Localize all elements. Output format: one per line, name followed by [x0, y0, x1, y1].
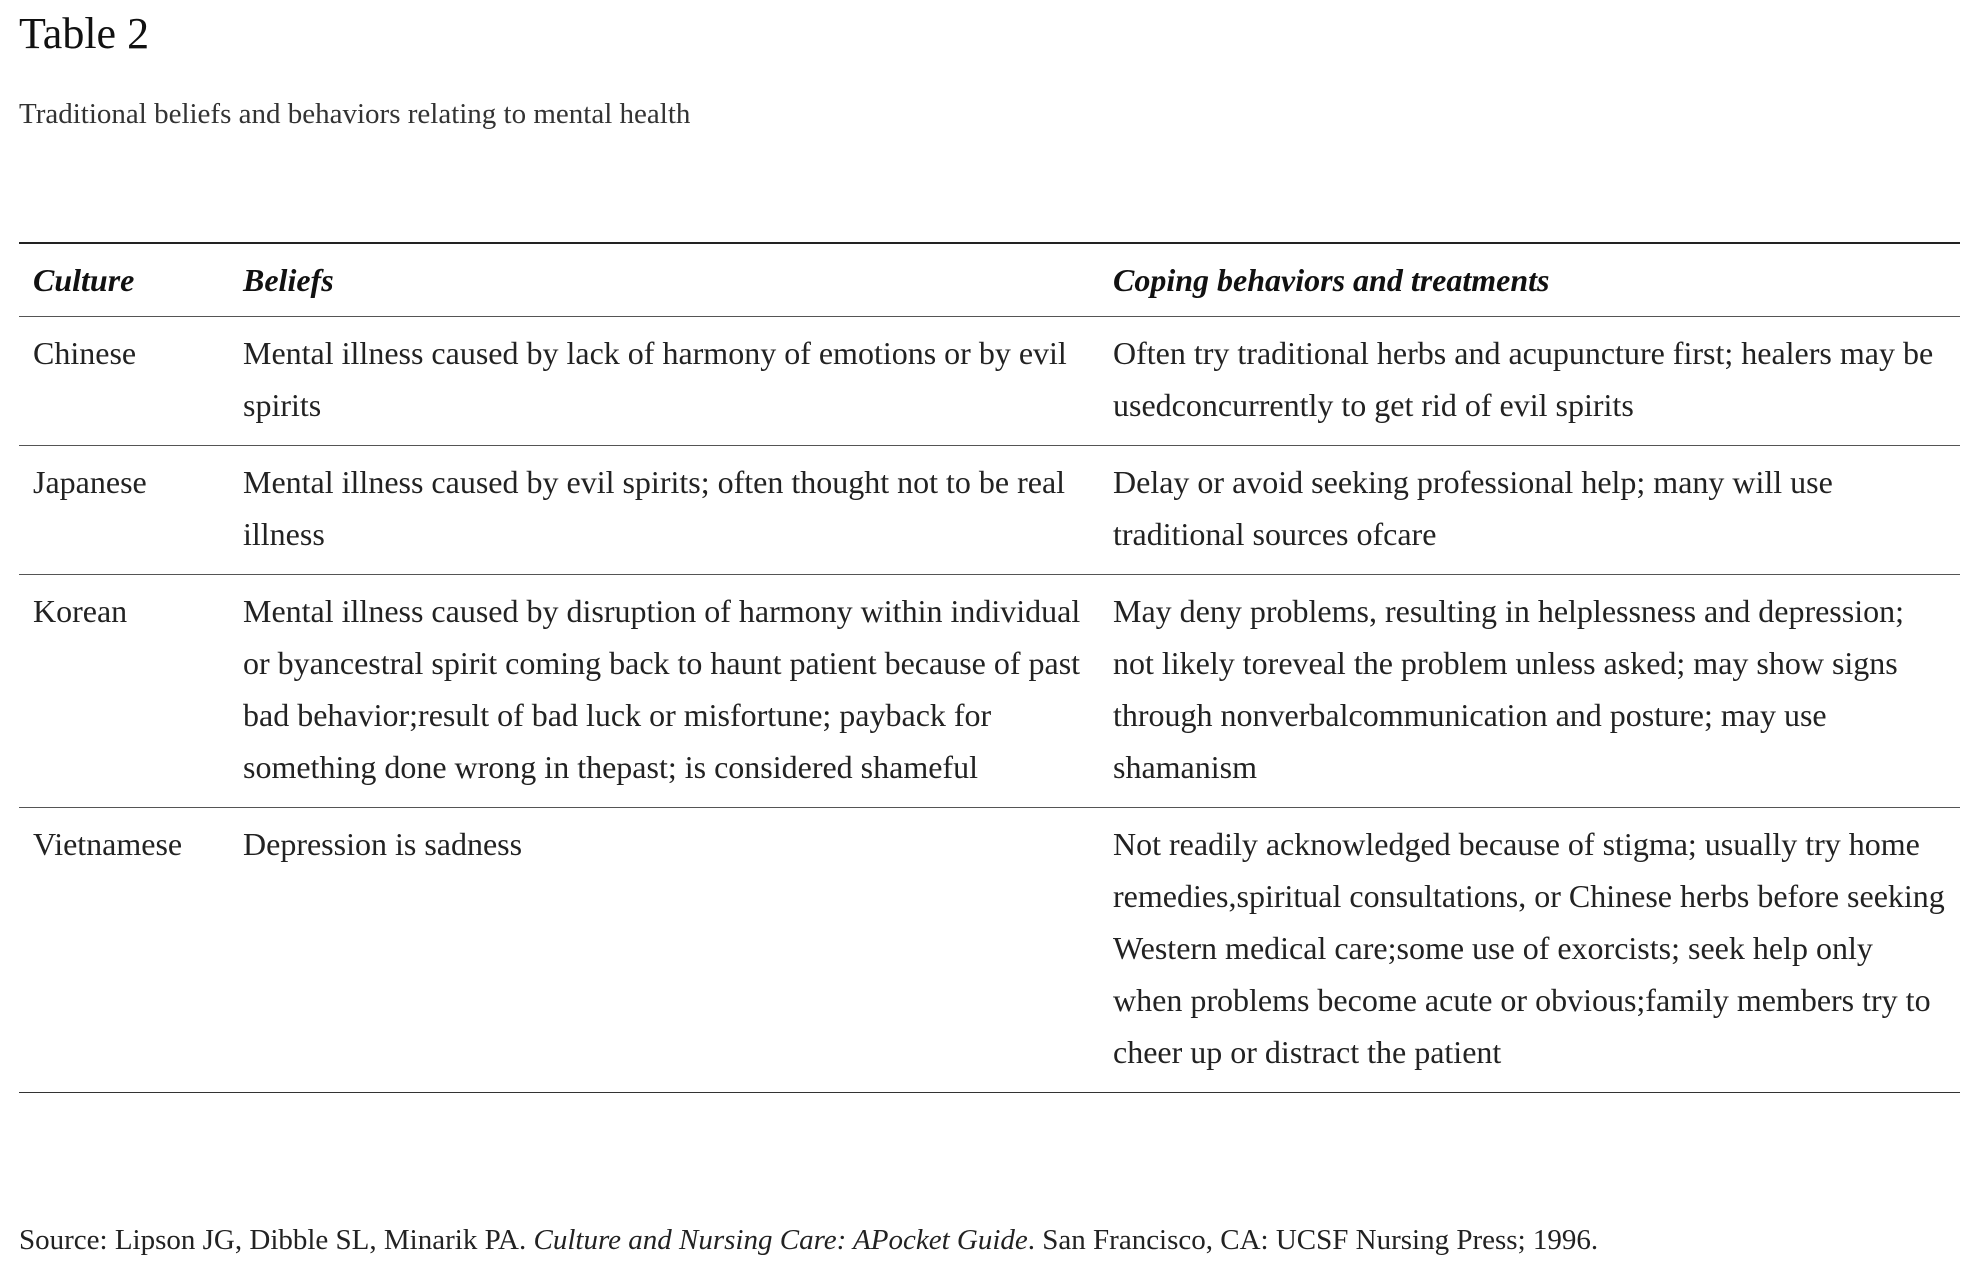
- cell-culture: Korean: [33, 593, 128, 629]
- cell-coping: May deny problems, resulting in helplessness and depression; not likely toreveal the problem unless asked; may show signs through nonverbalcommunication and posture; may use shamanism: [1113, 593, 1904, 785]
- table-body: [19, 317, 1960, 1093]
- cell-beliefs: Mental illness caused by evil spirits; often thought not to be real illness: [243, 464, 1066, 552]
- source-suffix: . San Francisco, CA: UCSF Nursing Press; 1996.: [1027, 1224, 1599, 1256]
- source-prefix: Source: Lipson JG, Dibble SL, Minarik PA.: [19, 1224, 534, 1256]
- header-row: [19, 243, 1960, 317]
- header-culture: Culture: [33, 262, 135, 298]
- beliefs-table: [19, 242, 1960, 1093]
- table-row: [19, 575, 1960, 808]
- source-book-title: Culture and Nursing Care: APocket Guide: [533, 1224, 1028, 1256]
- cell-beliefs: Mental illness caused by disruption of harmony within individual or byancestral spirit coming back to haunt patient because of past bad behavior;result of bad luck or misfortune; payback for something done wrong in thepast; is considered shameful: [243, 593, 1081, 785]
- table-row: [19, 446, 1960, 575]
- table-label: Table 2: [19, 9, 150, 58]
- cell-beliefs: Depression is sadness: [243, 826, 523, 862]
- table-row: [19, 808, 1960, 1093]
- table-header: [19, 243, 1960, 317]
- table-caption: Traditional beliefs and behaviors relating to mental health: [19, 98, 691, 130]
- cell-coping: Delay or avoid seeking professional help; many will use traditional sources ofcare: [1113, 464, 1833, 552]
- table-container: [19, 242, 1960, 1093]
- table-row: [19, 317, 1960, 446]
- cell-culture: Japanese: [33, 464, 147, 500]
- cell-coping: Not readily acknowledged because of stigma; usually try home remedies,spiritual consultations, or Chinese herbs before seeking Western medical care;some use of exorcists; seek help only when problems become acute or obvious;family members try to cheer up or distract the patient: [1113, 826, 1945, 1070]
- cell-culture: Chinese: [33, 335, 137, 371]
- header-beliefs: Beliefs: [243, 262, 334, 298]
- header-coping: Coping behaviors and treatments: [1113, 262, 1550, 298]
- cell-culture: Vietnamese: [33, 826, 183, 862]
- cell-beliefs: Mental illness caused by lack of harmony of emotions or by evil spirits: [243, 335, 1067, 423]
- cell-coping: Often try traditional herbs and acupuncture first; healers may be usedconcurrently to get rid of evil spirits: [1113, 335, 1934, 423]
- source-citation: [19, 1222, 1598, 1260]
